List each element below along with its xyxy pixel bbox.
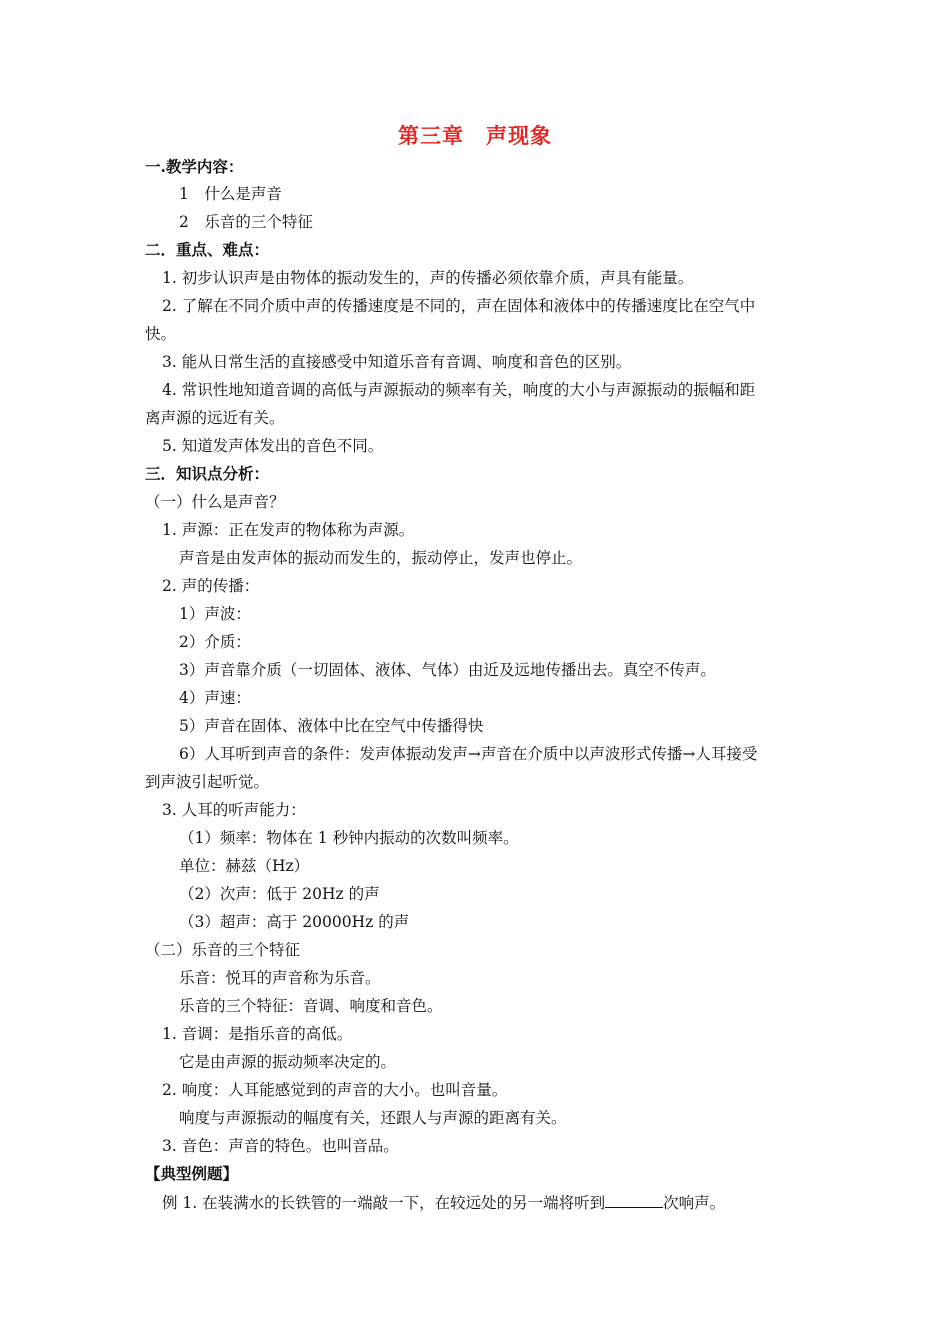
text-line: 4）声速：	[179, 689, 251, 707]
text-line: 它是由声源的振动频率决定的。	[179, 1053, 397, 1071]
section-heading-typical-examples: 【典型例题】	[145, 1164, 239, 1183]
text-line: 4. 常识性地知道音调的高低与声源振动的频率有关，响度的大小与声源振动的振幅和距	[162, 381, 756, 399]
text-line: 到声波引起听觉。	[145, 773, 270, 791]
text-line: 2. 了解在不同介质中声的传播速度是不同的，声在固体和液体中的传播速度比在空气中	[162, 297, 756, 315]
text-line: 3. 能从日常生活的直接感受中知道乐音有音调、响度和音色的区别。	[162, 353, 632, 371]
section-heading-key-points: 二．重点、难点：	[145, 240, 270, 259]
text-line: 2. 响度：人耳能感觉到的声音的大小。也叫音量。	[162, 1081, 508, 1099]
text-line: （1）频率：物体在 1 秒钟内振动的次数叫频率。	[179, 829, 519, 847]
text-line: 1. 音调：是指乐音的高低。	[162, 1025, 353, 1043]
text-line: 1. 初步认识声是由物体的振动发生的，声的传播必须依靠介质，声具有能量。	[162, 269, 694, 287]
answer-blank	[605, 1192, 663, 1208]
text-line: 3. 人耳的听声能力：	[162, 801, 306, 819]
text-line: 响度与声源振动的幅度有关，还跟人与声源的距离有关。	[179, 1109, 567, 1127]
text-line: 3）声音靠介质（一切固体、液体、气体）由近及远地传播出去。真空不传声。	[179, 661, 716, 679]
text-line: 1）声波：	[179, 605, 251, 623]
text-line: 离声源的远近有关。	[145, 409, 285, 427]
text-line: 快。	[145, 325, 177, 343]
text-line: （3）超声：高于 20000Hz 的声	[179, 913, 410, 931]
example-text-before-blank: 例 1. 在装满水的长铁管的一端敲一下，在较远处的另一端将听到	[162, 1194, 606, 1212]
text-line: 2. 声的传播：	[162, 577, 260, 595]
text-line: （2）次声：低于 20Hz 的声	[179, 885, 380, 903]
text-line: 1. 声源：正在发声的物体称为声源。	[162, 521, 415, 539]
subsection-heading-musical-tone: （二）乐音的三个特征	[145, 941, 301, 959]
subsection-heading-what-is-sound: （一）什么是声音？	[145, 493, 285, 511]
text-line: 2）介质：	[179, 633, 251, 651]
page-title: 第三章 声现象	[398, 123, 552, 148]
section-heading-teaching-content: 一.教学内容：	[145, 157, 244, 176]
text-line: 6）人耳听到声音的条件：发声体振动发声→声音在介质中以声波形式传播→人耳接受	[179, 745, 758, 763]
text-line: 乐音：悦耳的声音称为乐音。	[179, 969, 381, 987]
text-line: 单位：赫兹（Hz）	[179, 857, 310, 875]
text-line: 声音是由发声体的振动而发生的，振动停止，发声也停止。	[179, 549, 583, 567]
example-text-after-blank: 次响声。	[663, 1194, 726, 1212]
list-item: 1 什么是声音	[179, 185, 282, 203]
text-line: 3. 音色：声音的特色。也叫音品。	[162, 1137, 399, 1155]
text-line: 乐音的三个特征：音调、响度和音色。	[179, 997, 443, 1015]
text-line: 5. 知道发声体发出的音色不同。	[162, 437, 384, 455]
list-item: 2 乐音的三个特征	[179, 213, 313, 231]
example-question	[162, 1192, 725, 1213]
section-heading-knowledge-analysis: 三．知识点分析：	[145, 464, 270, 483]
text-line: 5）声音在固体、液体中比在空气中传播得快	[179, 717, 484, 735]
